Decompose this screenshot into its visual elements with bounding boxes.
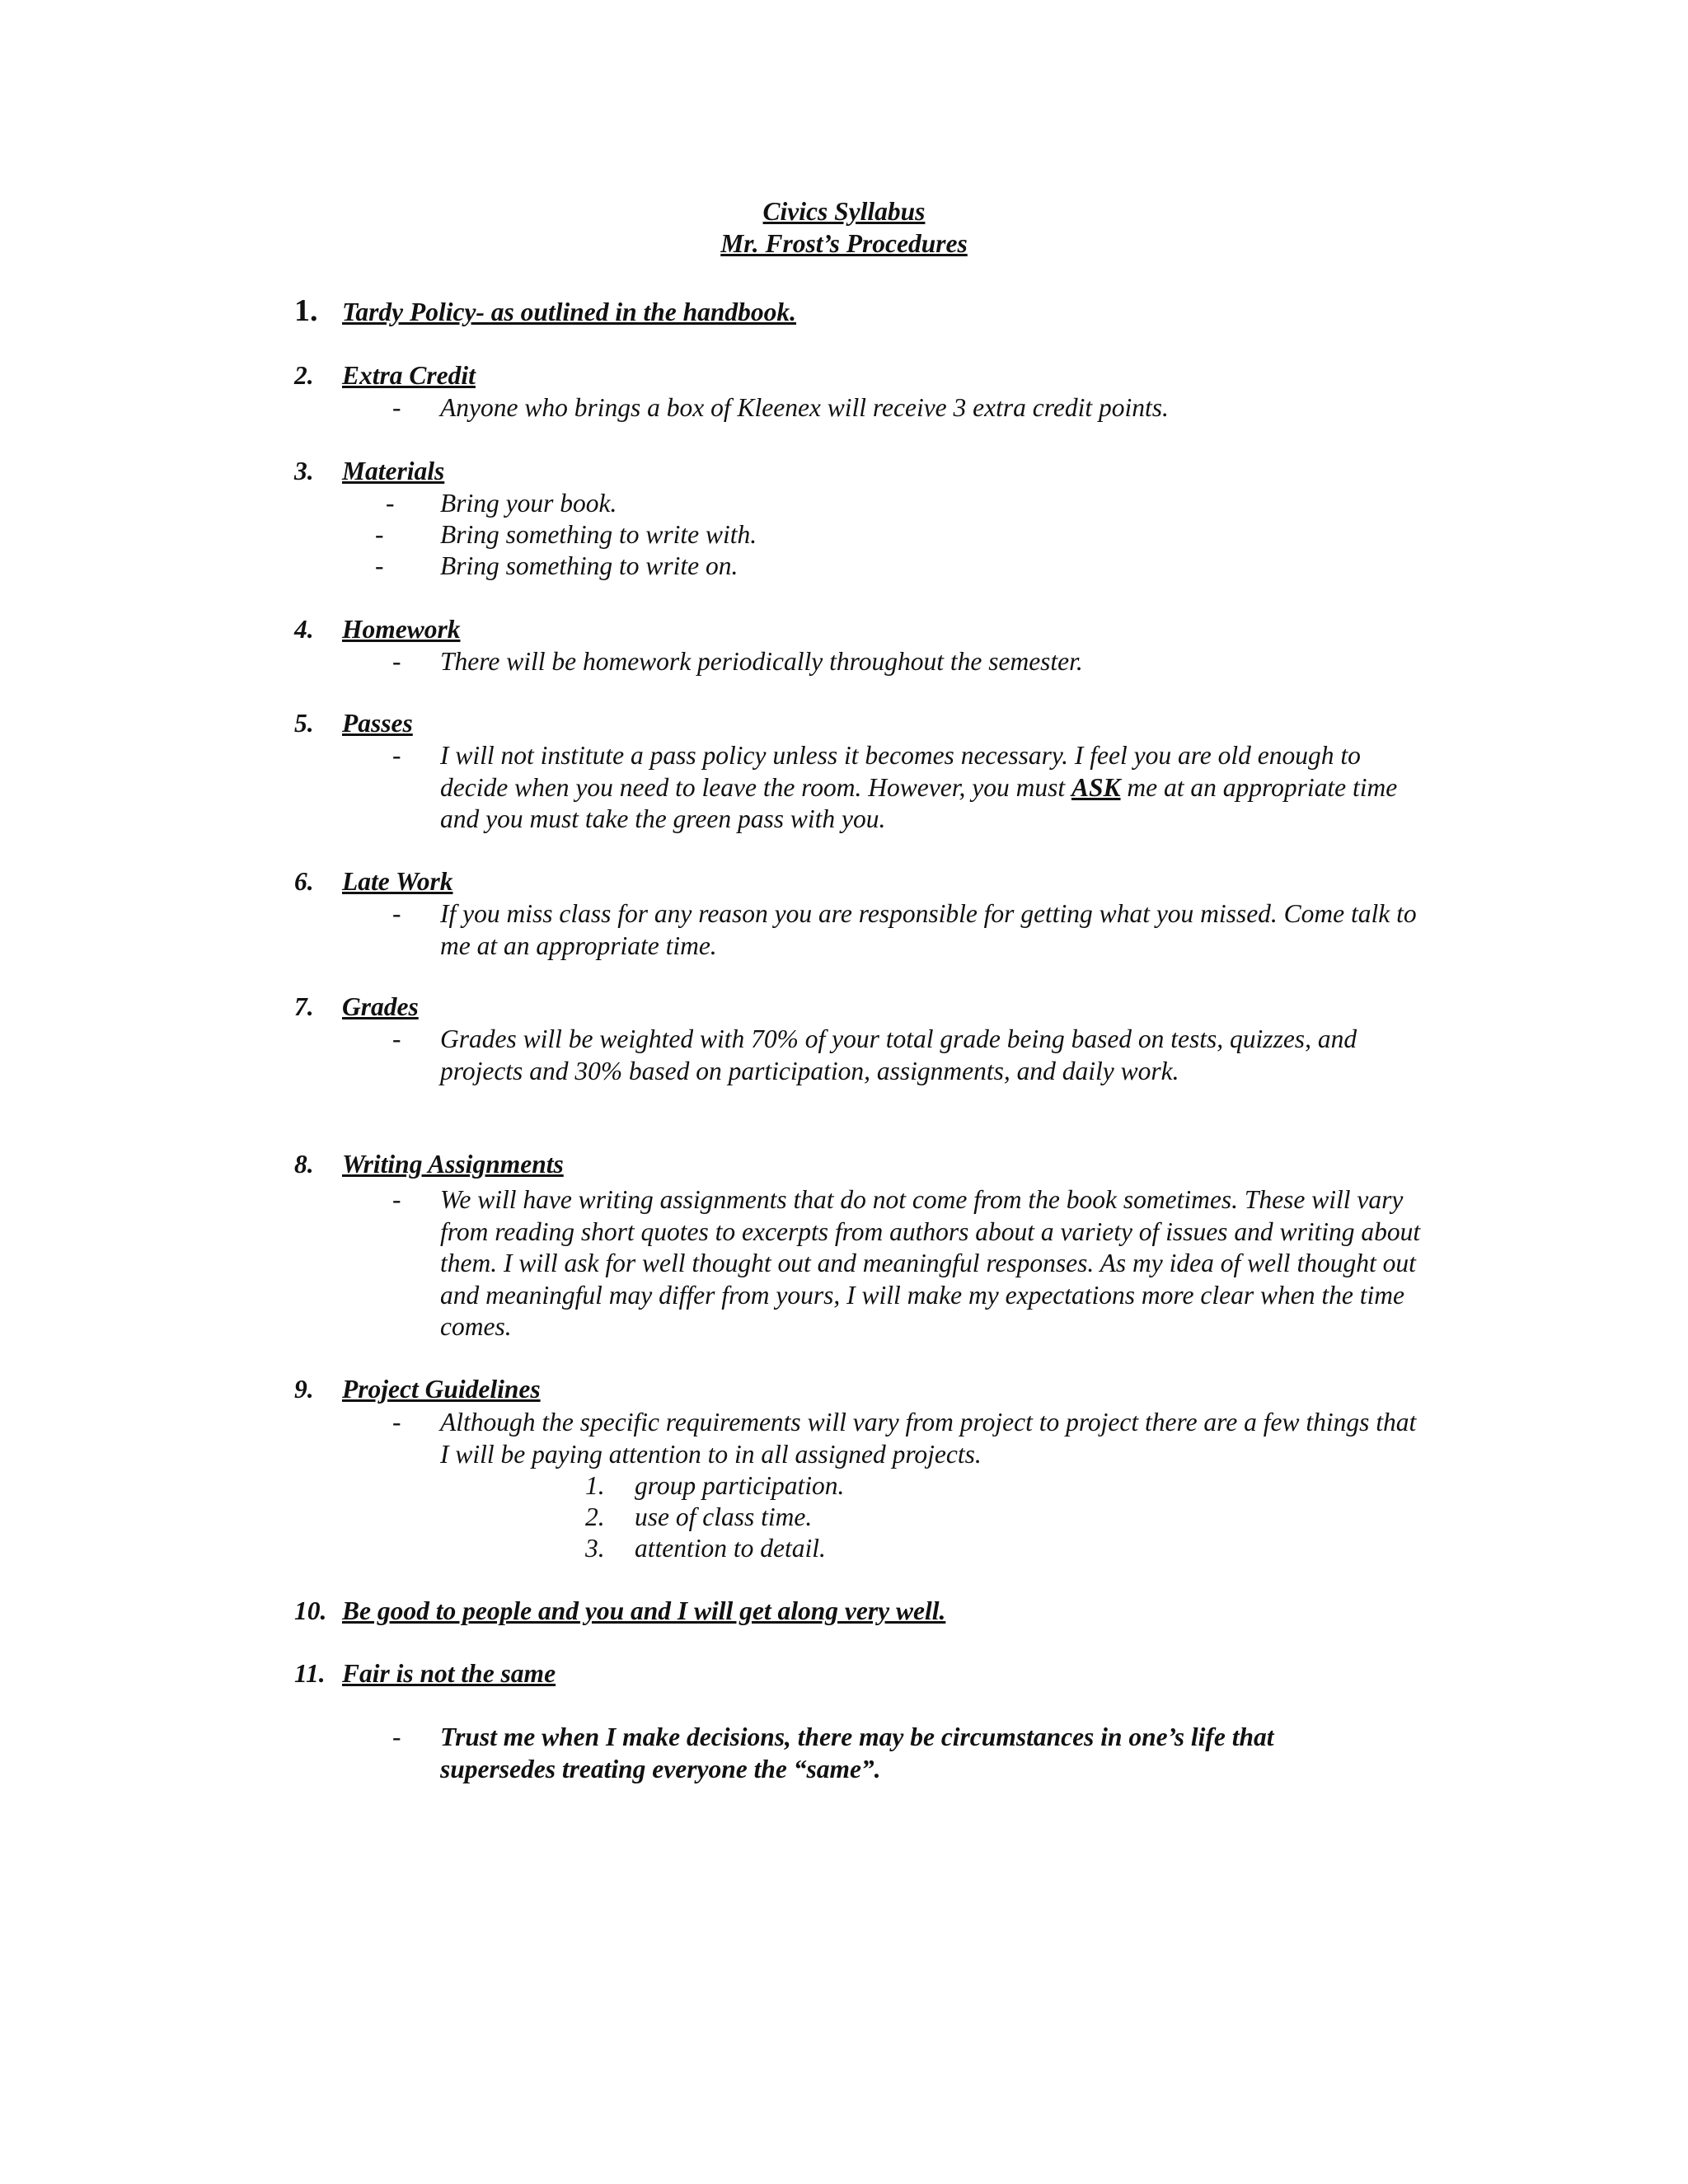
section-number: 4. bbox=[294, 615, 314, 644]
section-number: 5. bbox=[294, 709, 314, 738]
bullet-dash: - bbox=[392, 741, 401, 770]
section-number: 7. bbox=[294, 992, 314, 1021]
section-title: Writing Assignments bbox=[342, 1150, 564, 1179]
bullet-text: Anyone who brings a box of Kleenex will receive 3 extra credit points. bbox=[440, 393, 1169, 422]
ask-emphasis: ASK bbox=[1071, 772, 1121, 802]
bullet-text: Bring something to write on. bbox=[440, 551, 738, 580]
section-1-heading bbox=[294, 295, 796, 329]
bullet-text: Trust me when I make decisions, there may be circumstances in one’s life that supersedes treating everyone the “same”. bbox=[440, 1722, 1274, 1783]
bullet-text bbox=[440, 740, 1421, 836]
section-5-heading bbox=[294, 708, 413, 740]
bullet-text: If you miss class for any reason you are responsible for getting what you missed. Come talk to me at an appropriate time. bbox=[440, 899, 1417, 960]
section-number: 8. bbox=[294, 1150, 314, 1179]
bullet-text: Grades will be weighted with 70% of your total grade being based on tests, quizzes, and projects and 30% based on participation, assignments, and daily work. bbox=[440, 1024, 1357, 1085]
bullet-dash: - bbox=[386, 489, 395, 518]
subitem-text: attention to detail. bbox=[635, 1534, 826, 1563]
bullet-text-end: me at an appropriate time and you must take the green pass with you. bbox=[440, 772, 1398, 833]
section-title: Late Work bbox=[342, 867, 453, 896]
section-title: Fair is not the same bbox=[342, 1659, 556, 1688]
subitem-text: use of class time. bbox=[635, 1502, 813, 1531]
numbered-subitem bbox=[585, 1533, 826, 1565]
section-2-heading bbox=[294, 360, 476, 392]
document-subtitle: Mr. Frost’s Procedures bbox=[720, 229, 968, 258]
bullet-text: Although the specific requirements will vary from project to project there are a few things that I will be paying attention to in all assigned projects. bbox=[440, 1408, 1417, 1469]
numbered-subitem bbox=[585, 1470, 844, 1502]
section-number: 6. bbox=[294, 867, 314, 896]
bullet-dash: - bbox=[392, 393, 401, 422]
bullet-dash: - bbox=[392, 1185, 401, 1214]
section-number: 9. bbox=[294, 1375, 314, 1404]
section-number: 3. bbox=[294, 457, 314, 485]
section-6-heading bbox=[294, 866, 452, 898]
section-11-heading bbox=[294, 1658, 556, 1690]
section-10-heading bbox=[294, 1596, 945, 1628]
bullet-text: Bring something to write with. bbox=[440, 520, 757, 549]
section-title: Homework bbox=[342, 615, 461, 644]
subitem-text: group participation. bbox=[635, 1471, 845, 1500]
subitem-number: 3. bbox=[585, 1534, 605, 1563]
bullet-dash: - bbox=[375, 551, 384, 580]
section-7-heading bbox=[294, 991, 419, 1024]
bullet-dash: - bbox=[392, 1722, 401, 1751]
subitem-number: 1. bbox=[585, 1471, 605, 1500]
bullet-dash: - bbox=[392, 1024, 401, 1053]
section-3-heading bbox=[294, 456, 444, 488]
bullet-dash: - bbox=[392, 1408, 401, 1436]
subitem-number: 2. bbox=[585, 1502, 605, 1531]
numbered-subitem bbox=[585, 1502, 812, 1534]
section-number: 2. bbox=[294, 361, 314, 390]
bullet-text: We will have writing assignments that do not come from the book sometimes. These will vary from reading short quotes to excerpts from authors about a variety of issues and writing about them. I will ask for well thought out and meaningful responses. As my idea of well thought out and meaningful may differ from yours, I will make my expectations more clear when the time comes. bbox=[440, 1185, 1421, 1341]
bullet-text: Bring your book. bbox=[440, 489, 617, 518]
section-title: Passes bbox=[342, 709, 413, 738]
section-title: Grades bbox=[342, 992, 419, 1021]
bullet-dash: - bbox=[375, 520, 384, 549]
section-4-heading bbox=[294, 614, 461, 646]
document-title: Civics Syllabus bbox=[762, 197, 926, 226]
section-8-heading bbox=[294, 1149, 564, 1181]
bullet-text: There will be homework periodically throughout the semester. bbox=[440, 647, 1083, 676]
bullet-text-start: I will not institute a pass policy unless it becomes necessary. I feel you are old enough to decide when you need to leave the room. However, you must bbox=[440, 741, 1361, 802]
section-title: Extra Credit bbox=[342, 361, 476, 390]
bullet-dash: - bbox=[392, 899, 401, 928]
section-number: 10. bbox=[294, 1596, 327, 1625]
section-title: Project Guidelines bbox=[342, 1375, 541, 1404]
section-title: Materials bbox=[342, 457, 445, 485]
section-title: Be good to people and you and I will get along very well. bbox=[342, 1596, 946, 1625]
section-number: 1. bbox=[294, 293, 318, 328]
bullet-dash: - bbox=[392, 647, 401, 676]
section-number: 11. bbox=[294, 1659, 326, 1688]
section-title: Tardy Policy- as outlined in the handbook. bbox=[342, 298, 797, 326]
section-9-heading bbox=[294, 1374, 541, 1406]
